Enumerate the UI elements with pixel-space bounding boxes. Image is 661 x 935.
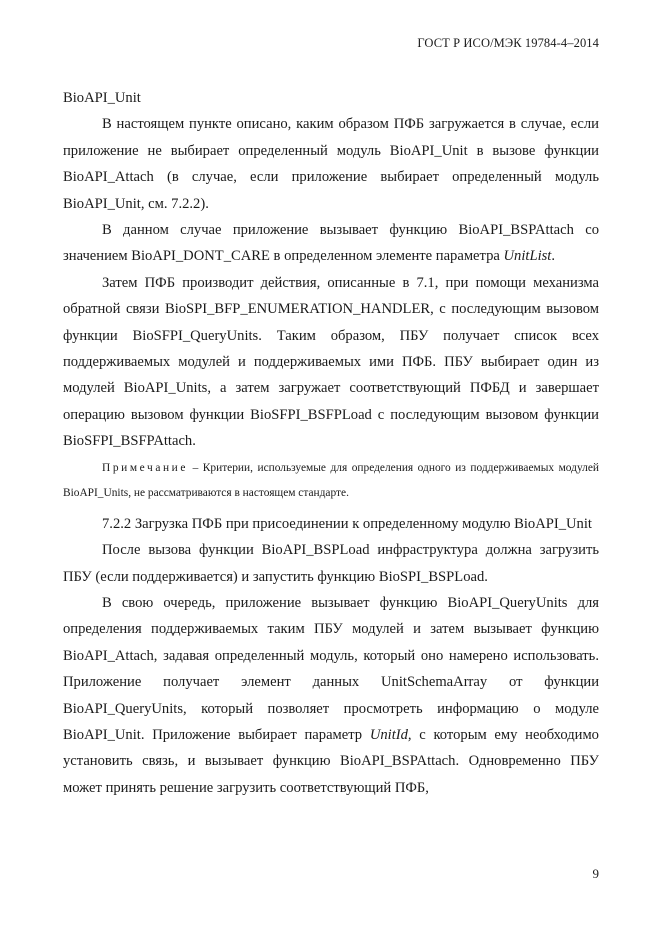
paragraph-5-end: с которым ему необходимо установить связь, и вызывает функцию BioAPI_BSPAttach. Одновременно ПБУ может принять решение загрузить соответствующий ПФБ, xyxy=(63,726,599,796)
paragraph-3: Затем ПФБ производит действия, описанные в 7.1, при помощи механизма обратной связи BioSPI_BFP_ENUMERATION_HANDLER, с последующим вызовом функции BioSFPI_QueryUnits. Таким образом, ПБУ получает список всех поддерживаемых модулей и поддерживаемых ими ПФБ. ПБУ выбирает один из модулей BioAPI_Units, а затем загружает соответствующий ПФБД и завершает операцию вызовом функции BioSFPI_BSFPLoad с последующим вызовом функции BioSFPI_BSFPAttach. xyxy=(63,274,599,450)
paragraph-1: В настоящем пункте описано, каким образом ПФБ загружается в случае, если приложение не выбирает определенный модуль BioAPI_Unit в вызове функции BioAPI_Attach (в случае, если приложение выбирает определенный модуль BioAPI_Unit, см. 7.2.2). xyxy=(63,116,599,212)
note-label: Примечание xyxy=(102,461,189,474)
standard-header: ГОСТ Р ИСО/МЭК 19784-4–2014 xyxy=(417,36,599,50)
unitlist-term: UnitList xyxy=(503,248,552,265)
page-number: 9 xyxy=(592,866,599,881)
note xyxy=(63,456,599,507)
paragraph-2 xyxy=(63,217,599,270)
note-text: – Критерии, используемые для определения одного из поддерживаемых модулей BioAPI_Units, не рассматриваются в настоящем стандарте. xyxy=(63,461,599,500)
unitid-term: UnitId, xyxy=(369,726,412,743)
paragraph-5-text: В свою очередь, приложение вызывает функцию BioAPI_QueryUnits для определения поддерживаемых таким ПБУ модулей и затем вызывает функцию BioAPI_Attach, задавая определенный модуль, который оно намерено использовать. Приложение получает элемент данных UnitSchemaArray от функции BioAPI_QueryUnits, который позволяет просмотреть информацию о модуле BioAPI_Unit. Приложение выбирает параметр xyxy=(63,594,599,743)
paragraph-2-text: В данном случае приложение вызывает функцию BioAPI_BSPAttach со значением BioAPI_DONT_CARE в определенном элементе параметра xyxy=(63,222,599,265)
page-content xyxy=(63,85,599,801)
paragraph-2-end: . xyxy=(551,248,556,265)
paragraph-4: После вызова функции BioAPI_BSPLoad инфраструктура должна загрузить ПБУ (если поддерживается) и запустить функцию BioSPI_BSPLoad. xyxy=(63,542,599,585)
unit-heading: BioAPI_Unit xyxy=(63,90,141,106)
section-heading: 7.2.2 Загрузка ПФБ при присоединении к определенному модулю BioAPI_Unit xyxy=(102,515,592,532)
paragraph-5 xyxy=(63,590,599,801)
